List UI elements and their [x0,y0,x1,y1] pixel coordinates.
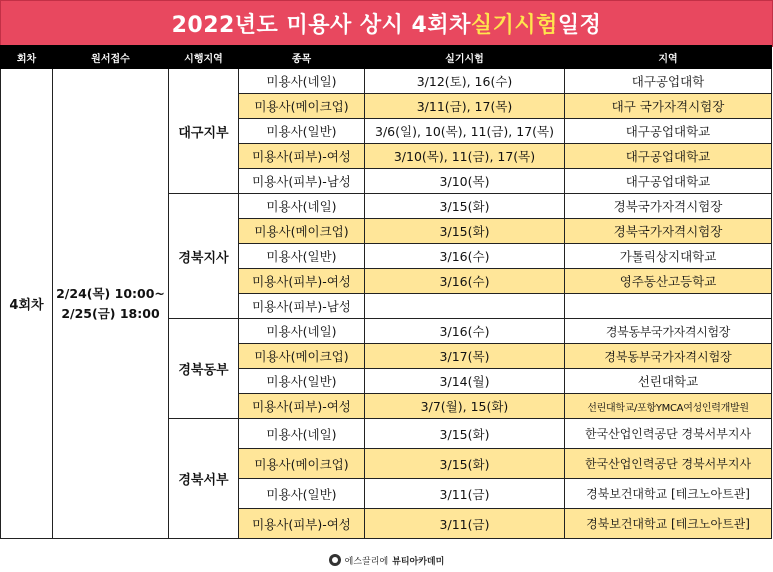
date-cell: 3/10(목), 11(금), 17(목) [365,144,565,169]
date-cell: 3/16(수) [365,269,565,294]
date-cell [365,294,565,319]
location-cell: 경북동부국가자격시험장 [565,319,772,344]
date-cell: 3/11(금) [365,509,565,539]
location-cell: 대구공업대학 [565,69,772,94]
region-cell: 경북지사 [169,194,239,319]
location-cell: 영주동산고등학교 [565,269,772,294]
location-cell: 대구공업대학교 [565,119,772,144]
type-cell: 미용사(피부)-남성 [239,294,365,319]
header-round: 회차 [1,46,53,69]
type-cell: 미용사(메이크업) [239,449,365,479]
date-cell: 3/16(수) [365,244,565,269]
title-highlight: 실기시험 [470,13,558,38]
location-cell: 가톨릭상지대학교 [565,244,772,269]
registration-end: 2/25(금) 18:00 [61,305,160,321]
type-cell: 미용사(일반) [239,119,365,144]
schedule-table [0,45,772,539]
date-cell: 3/15(화) [365,419,565,449]
type-cell: 미용사(피부)-여성 [239,394,365,419]
location-cell: 경북동부국가자격시험장 [565,344,772,369]
location-cell: 선린대학교 [565,369,772,394]
date-cell: 3/14(월) [365,369,565,394]
registration-start: 2/24(목) 10:00~ [56,285,165,301]
type-cell: 미용사(메이크업) [239,94,365,119]
location-cell: 경북국가자격시험장 [565,219,772,244]
location-cell: 대구 국가자격시험장 [565,94,772,119]
location-cell: 한국산업인력공단 경북서부지사 [565,419,772,449]
type-cell: 미용사(피부)-남성 [239,169,365,194]
date-cell: 3/17(목) [365,344,565,369]
type-cell: 미용사(메이크업) [239,219,365,244]
region-cell: 대구지부 [169,69,239,194]
header-region: 시행지역 [169,46,239,69]
title-prefix: 2022년도 미용사 상시 4회차 [171,13,471,38]
region-cell: 경북동부 [169,319,239,419]
type-cell: 미용사(일반) [239,244,365,269]
date-cell: 3/12(토), 16(수) [365,69,565,94]
date-cell: 3/15(화) [365,194,565,219]
brand-logo-icon [329,554,341,566]
location-cell [565,294,772,319]
header-exam-date: 실기시험 [365,46,565,69]
date-cell: 3/15(화) [365,219,565,244]
date-cell: 3/11(금) [365,479,565,509]
type-cell: 미용사(네일) [239,419,365,449]
type-cell: 미용사(피부)-여성 [239,269,365,294]
round-cell: 4회차 [1,69,53,539]
type-cell: 미용사(피부)-여성 [239,144,365,169]
type-cell: 미용사(네일) [239,319,365,344]
page-title [0,0,773,47]
type-cell: 미용사(메이크업) [239,344,365,369]
type-cell: 미용사(네일) [239,69,365,94]
location-cell: 경북국가자격시험장 [565,194,772,219]
date-cell: 3/11(금), 17(목) [365,94,565,119]
header-row [1,46,772,69]
header-location: 지역 [565,46,772,69]
location-cell: 경북보건대학교 [테크노아트관] [565,479,772,509]
date-cell: 3/7(월), 15(화) [365,394,565,419]
location-cell: 경북보건대학교 [테크노아트관] [565,509,772,539]
location-cell: 한국산업인력공단 경북서부지사 [565,449,772,479]
region-cell: 경북서부 [169,419,239,539]
type-cell: 미용사(네일) [239,194,365,219]
type-cell: 미용사(일반) [239,479,365,509]
registration-cell [53,69,169,539]
type-cell: 미용사(피부)-여성 [239,509,365,539]
header-type: 종목 [239,46,365,69]
location-cell: 대구공업대학교 [565,144,772,169]
date-cell: 3/15(화) [365,449,565,479]
header-registration: 원서접수 [53,46,169,69]
date-cell: 3/10(목) [365,169,565,194]
type-cell: 미용사(일반) [239,369,365,394]
date-cell: 3/6(일), 10(목), 11(금), 17(목) [365,119,565,144]
location-cell: 대구공업대학교 [565,169,772,194]
footer-brand-sub: 뷰티아카데미 [392,556,445,567]
footer-logo [0,550,773,570]
table-row [1,69,772,94]
date-cell: 3/16(수) [365,319,565,344]
footer-brand-name: 에스끌리에 [344,556,389,567]
title-suffix: 일정 [557,13,602,38]
location-cell: 선린대학교/포항YMCA여성인력개발원 [565,394,772,419]
